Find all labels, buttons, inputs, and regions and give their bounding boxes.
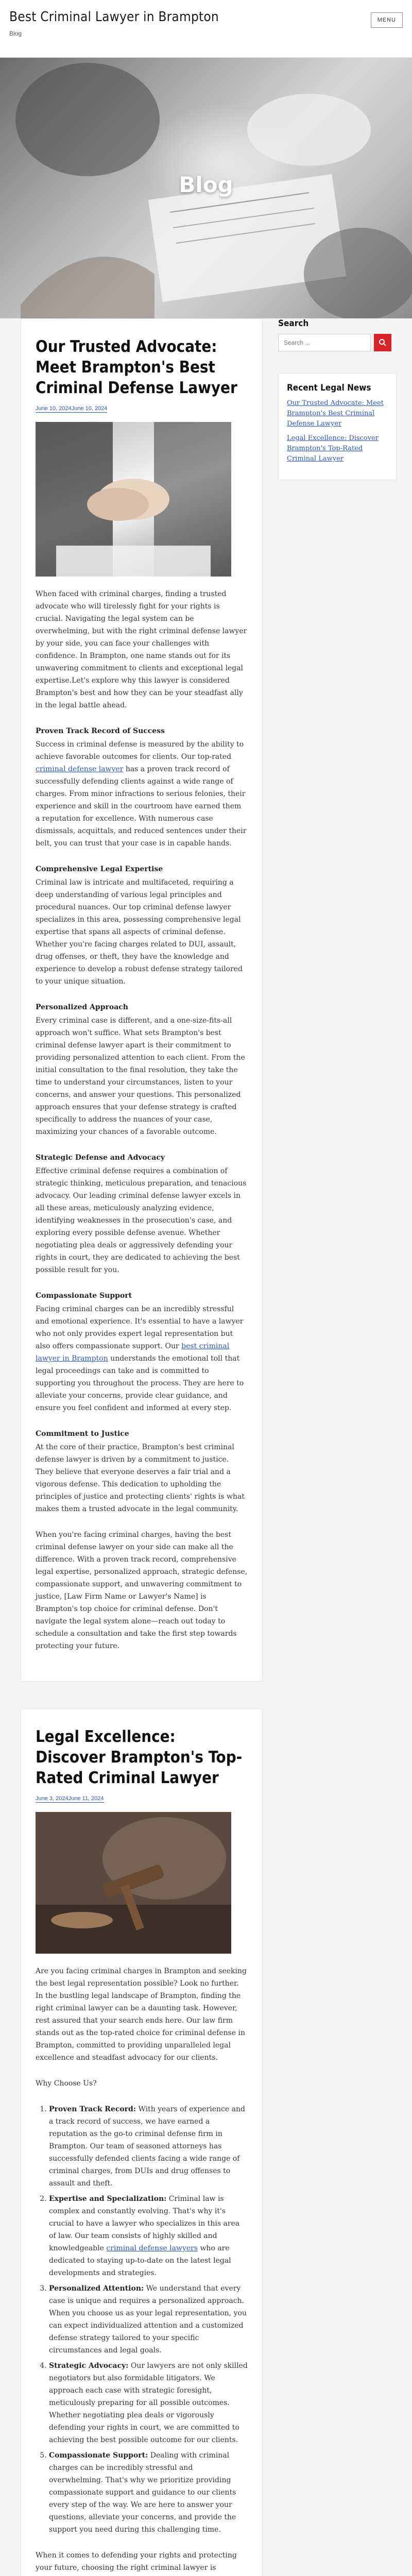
section-text: Effective criminal defense requires a combination of strategic thinking, meticulous preparation, and tenacious advocacy. Our leading criminal defense lawyer excels in all these areas, meticulously analyzing evidence, identifying weaknesses in the prosecution's case, and exploring every possible defense avenue. Whether negotiating plea deals or aggressively defending your rights in court, they are dedicated to achieving the best possible result for you. [36, 1167, 247, 1274]
post-title[interactable]: Legal Excellence: Discover Brampton's Top-Rated Criminal Lawyer [36, 1727, 243, 1787]
recent-news-link[interactable]: Our Trusted Advocate: Meet Brampton's Best Criminal Defense Lawyer [287, 399, 384, 428]
why-choose-label: Why Choose Us? [36, 2079, 97, 2088]
post-date[interactable]: June 3, 2024June 11, 2024 [36, 1795, 104, 1802]
section-heading: Personalized Approach [36, 1003, 128, 1011]
recent-news-list [287, 398, 388, 464]
post-title[interactable]: Our Trusted Advocate: Meet Brampton's Best Criminal Defense Lawyer [36, 337, 237, 397]
section-text: Every criminal case is different, and a one-size-fits-all approach won't suffice. What sets Brampton's best criminal defense lawyer apart is their commitment to providing personalized attention to each client. From the initial consultation to the final resolution, they take the time to understand your circumstances, listen to your concerns, and answer your questions. This personalized approach ensures that your defense strategy is crafted specifically to address the nuances of your case, maximizing your chances of a favorable outcome. [36, 1016, 245, 1136]
reasons-list [36, 2103, 248, 2536]
list-item [287, 398, 388, 429]
inline-link[interactable]: criminal defense lawyers [106, 2244, 198, 2252]
handshake-photo-illustration [36, 422, 231, 577]
recent-news-widget [278, 373, 397, 480]
section-heading: Comprehensive Legal Expertise [36, 865, 163, 873]
hero-title: Blog [179, 172, 233, 197]
main-content [21, 318, 263, 2576]
post-card [21, 1708, 263, 2576]
section-heading: Compassionate Support [36, 1292, 132, 1300]
site-header [0, 0, 412, 58]
post-body [36, 588, 248, 1652]
list-item: 5. Compassionate Support: Dealing with criminal charges can be incredibly stressful and overwhelming. That's why we prioritize providing compassionate support and guidance to our clients every step of the way. We are here to answer your questions, alleviate your concerns, and provide the support you need during this challenging time. [49, 2449, 248, 2536]
section-heading: Commitment to Justice [36, 1430, 129, 1438]
list-item: 2. Expertise and Specialization: Criminal law is complex and constantly evolving. That's why it's crucial to have a lawyer who specializes in this area of law. Our team consists of highly skilled and knowledgeable criminal defense lawyers who are dedicated to staying up-to-date on the latest legal developments and strategies. [49, 2193, 248, 2279]
section-text: Facing criminal charges can be an incredibly stressful and emotional experience. It's essential to have a lawyer who not only provides expert legal representation but also offers compassionate support. Our best criminal lawyer in Brampton understands the emotional toll that legal proceedings can take and is committed to supporting you throughout the process. They are here to alleviate your concerns, provide clear guidance, and ensure you feel confident and informed at every step. [36, 1305, 244, 1412]
inline-link[interactable]: criminal defense lawyer [36, 765, 124, 773]
search-widget-title: Search [278, 318, 309, 329]
post-featured-image [36, 1812, 231, 1954]
recent-news-title: Recent Legal News [287, 383, 371, 393]
post-card [21, 318, 263, 1682]
hero-banner [0, 58, 412, 318]
section-heading: Proven Track Record of Success [36, 727, 165, 735]
post-conclusion: When it comes to defending your rights and protecting your future, choosing the right criminal lawyer is [36, 2551, 237, 2572]
sidebar [278, 318, 397, 480]
list-item: 1. Proven Track Record: With years of experience and a track record of success, we have earned a reputation as the go-to criminal defense firm in Brampton. Our team of seasoned attorneys has successfully defended clients facing a wide range of criminal charges, from DUIs and drug offenses to assault and theft. [49, 2103, 248, 2190]
recent-news-link[interactable]: Legal Excellence: Discover Brampton's Top-Rated Criminal Lawyer [287, 434, 379, 463]
post-featured-image [36, 422, 231, 577]
search-form [278, 334, 397, 351]
section-text: At the core of their practice, Brampton's best criminal defense lawyer is driven by a commitment to justice. They believe that everyone deserves a fair trial and a vigorous defense. This dedication to upholding the principles of justice and protecting clients' rights is what makes them a trusted advocate in the legal community. [36, 1443, 245, 1513]
search-icon [379, 338, 387, 347]
site-tagline: Blog [9, 30, 22, 37]
section-text: Criminal law is intricate and multifaceted, requiring a deep understanding of various legal principles and procedural nuances. Our top criminal defense lawyer specializes in this area, possessing comprehensive legal expertise that spans all aspects of criminal defense. Whether you're facing charges related to DUI, assault, drug offenses, or theft, they have the knowledge and experience to develop a robust defense strategy tailored to your unique situation. [36, 878, 243, 986]
site-title[interactable]: Best Criminal Lawyer in Brampton [9, 9, 219, 25]
post-date[interactable]: June 10, 2024June 10, 2024 [36, 405, 108, 412]
list-item: 4. Strategic Advocacy: Our lawyers are not only skilled negotiators but also formidable litigators. We approach each case with strategic foresight, meticulously preparing for all possible outcomes. Whether negotiating plea deals or vigorously defending your rights in court, we are committed to achieving the best possible outcome for our clients. [49, 2360, 248, 2446]
search-input[interactable] [278, 334, 371, 351]
menu-button[interactable]: MENU [371, 12, 403, 28]
section-heading: Strategic Defense and Advocacy [36, 1154, 165, 1162]
post-intro: Are you facing criminal charges in Brampton and seeking the best legal representation possible? Look no further. In the bustling legal landscape of Brampton, finding the right criminal lawyer can be a daunting task. However, rest assured that your search ends here. Our law firm stands out as the top-rated choice for criminal defense in Brampton, committed to providing unparalleled legal excellence and steadfast advocacy for our clients. [36, 1967, 247, 2062]
post-intro: When faced with criminal charges, finding a trusted advocate who will tirelessly fight for your rights is crucial. Navigating the legal system can be overwhelming, but with the right criminal defense lawyer by your side, you can face your challenges with confidence. In Brampton, one name stands out for its unwavering commitment to clients and exceptional legal expertise.Let's explore why this lawyer is considered Brampton's best and how they can be your steadfast ally in the legal battle ahead. [36, 590, 247, 709]
list-item [287, 433, 388, 464]
search-widget [278, 318, 397, 351]
list-item: 3. Personalized Attention: We understand that every case is unique and requires a personalized approach. When you choose us as your legal representation, you can expect individualized attention and a customized defense strategy tailored to your specific circumstances and legal goals. [49, 2282, 248, 2357]
inline-link[interactable]: best criminal lawyer in Brampton [36, 1342, 230, 1363]
gavel-photo-illustration [36, 1812, 231, 1954]
search-button[interactable] [374, 334, 391, 351]
post-body [36, 1965, 248, 2576]
post-conclusion: When you're facing criminal charges, having the best criminal defense lawyer on your side can make all the difference. With a proven track record, comprehensive legal expertise, personalized approach, strategic defense, compassionate support, and unwavering commitment to justice, [Law Firm Name or Lawyer's Name] is Brampton's top choice for criminal defense. Don't navigate the legal system alone—reach out today to schedule a consultation and take the first step towards protecting your future. [36, 1531, 248, 1650]
section-text: Success in criminal defense is measured by the ability to achieve favorable outcomes for clients. Our top-rated criminal defense lawyer has a proven track record of successfully defending clients against a wide range of charges. From minor infractions to serious felonies, their experience and skill in the courtroom have earned them a reputation for excellence. With numerous case dismissals, acquittals, and reduced sentences under their belt, you can trust that your case is in capable hands. [36, 740, 247, 848]
